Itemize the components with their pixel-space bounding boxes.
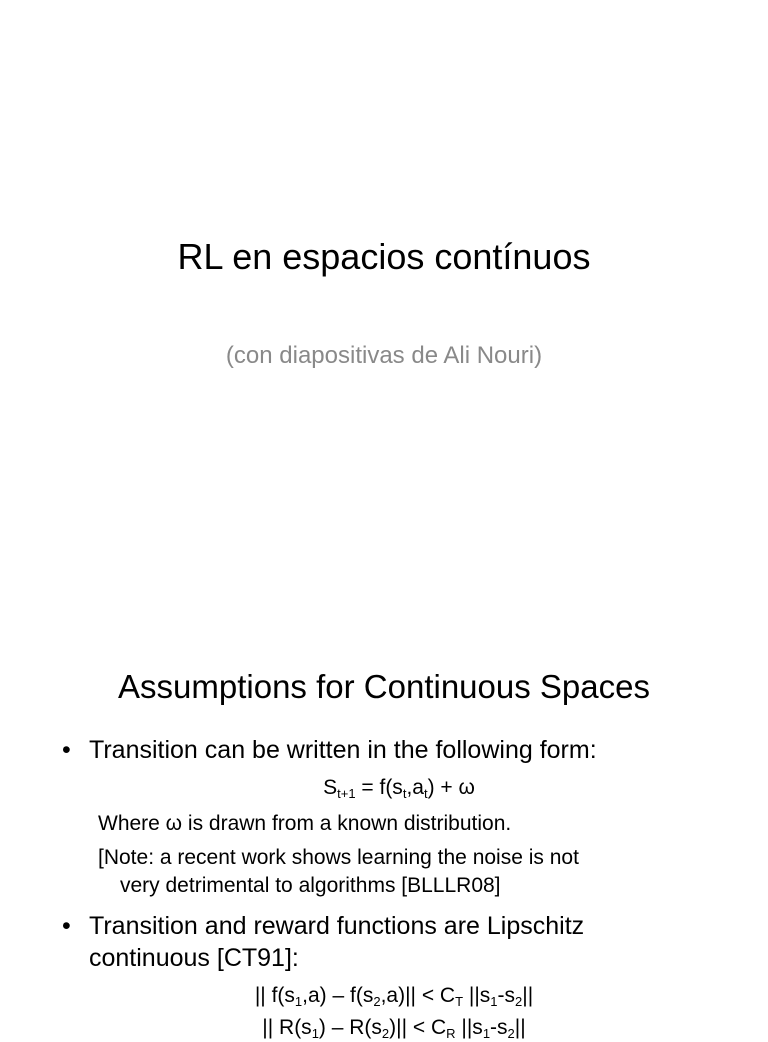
bullet-text-line-1: Transition and reward functions are Lipschitz [89,912,585,940]
sub-text: Where ω is drawn from a known distribution. [98,812,512,835]
slide-title: Assumptions for Continuous Spaces [118,668,650,705]
note-line-2: very detrimental to algorithms [BLLLR08] [120,874,501,897]
note-line-1: [Note: a recent work shows learning the noise is not [98,846,579,869]
transition-lipschitz-formula: || $f(s_1,a) - f(s_2,a)|| < C_T$ $||s_1-s_2||$ [254,984,534,1009]
transition-formula: $S_{t+1} = f(s_t,a_t) + \omega$ [323,776,475,801]
reward-lipschitz-formula: || $R(s_1) - R(s_2)|| < C_R$ $||s_1-s_2||$ [262,1016,526,1041]
bullet-dot: • [62,736,71,764]
bullet-item [62,910,712,974]
note-text [98,844,718,900]
assumptions-slide [0,650,768,1041]
slide-subtitle: (con diapositivas de Ali Nouri) [225,342,543,369]
bullet-text: Transition can be written in the following form: [89,736,597,764]
slide-title: RL en espacios contínuos [177,236,591,277]
bullet-item [62,734,712,766]
bullet-text-line-2: continuous [CT91]: [89,944,299,972]
bullet-dot: • [62,912,71,940]
